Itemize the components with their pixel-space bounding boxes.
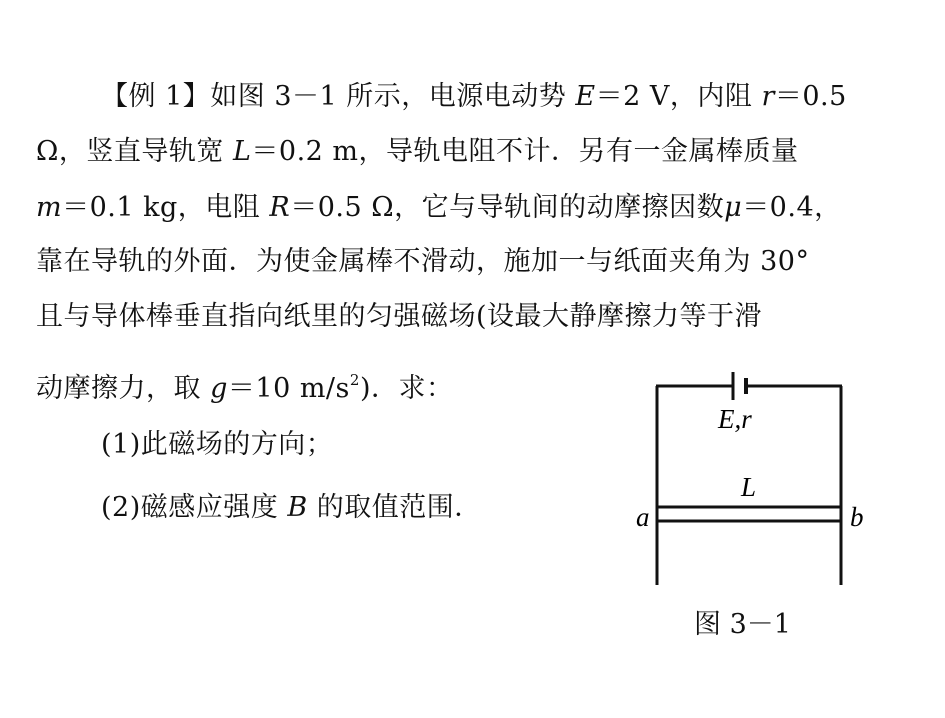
text: ＝10 m/s: [227, 373, 350, 404]
text: ＝0.1 kg，电阻: [62, 192, 270, 223]
text: 【例 1】如图 3－1 所示，电源电动势: [101, 81, 576, 112]
var-g: g: [210, 373, 228, 404]
var-E: E: [575, 81, 596, 112]
text: ＝0.4，: [742, 192, 842, 223]
figure-caption: 图 3－1: [694, 609, 791, 640]
var-B: B: [287, 492, 308, 523]
point-a-label: a: [636, 502, 650, 532]
question-1: (1)此磁场的方向；: [101, 429, 334, 460]
text: ＝0.2 m，导轨电阻不计．另有一金属棒质量: [251, 136, 799, 167]
problem-line-5: 且与导体棒垂直指向纸里的匀强磁场(设最大静摩擦力等于滑: [36, 301, 763, 332]
var-R: R: [269, 192, 291, 223]
problem-line-2: [36, 133, 799, 171]
circuit-diagram: [620, 370, 880, 592]
problem-line-1: [101, 78, 847, 116]
text: Ω，竖直导轨宽: [36, 136, 233, 167]
var-m: m: [36, 192, 63, 223]
exponent: 2: [349, 371, 360, 389]
battery-label: E,r: [718, 404, 752, 434]
text: 的取值范围．: [307, 492, 482, 523]
problem-line-6: [36, 361, 453, 408]
text: )．求：: [359, 373, 454, 404]
text: ＝0.5: [774, 81, 847, 112]
text: 动摩擦力，取: [36, 373, 211, 404]
text: ＝2 V，内阻: [595, 81, 762, 112]
problem-line-4: 靠在导轨的外面．为使金属棒不滑动，施加一与纸面夹角为 30°: [36, 246, 810, 277]
problem-line-3: [36, 189, 842, 227]
text: (2)磁感应强度: [101, 492, 288, 523]
point-b-label: b: [850, 502, 864, 532]
text: ＝0.5 Ω，它与导轨间的动摩擦因数: [290, 192, 725, 223]
var-mu: μ: [724, 192, 743, 223]
rod-length-label: L: [741, 472, 757, 502]
question-2: [101, 489, 482, 527]
var-r: r: [761, 81, 775, 112]
var-L: L: [232, 136, 252, 167]
